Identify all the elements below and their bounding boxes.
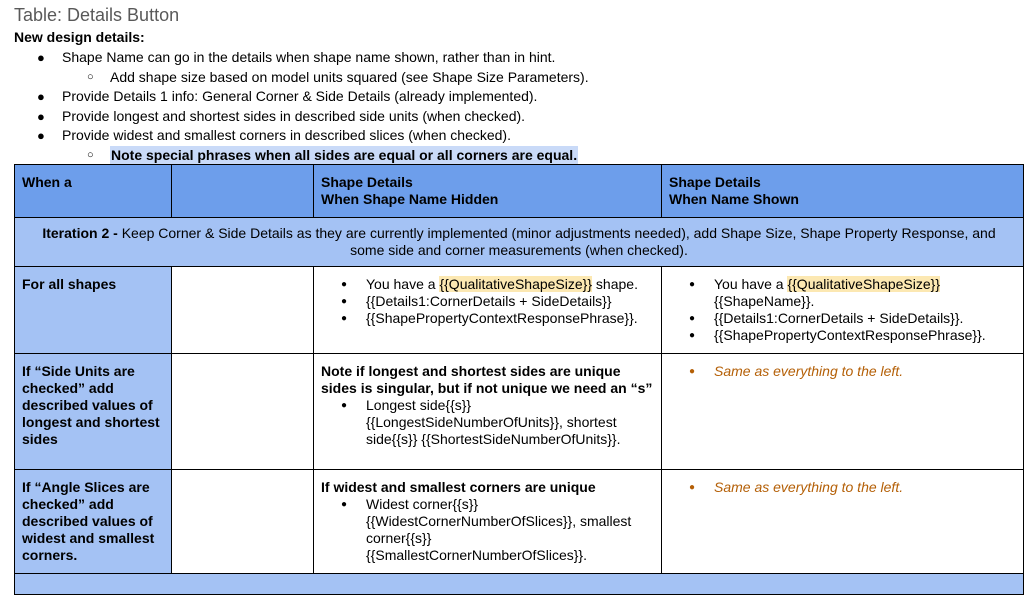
list-item: ● {{ShapePropertyContextResponsePhrase}}. bbox=[669, 327, 1016, 344]
bullet-icon: ● bbox=[37, 128, 45, 143]
empty-cell bbox=[172, 470, 314, 574]
row-label: If “Angle Slices are checked” add described values of widest and smallest corners. bbox=[15, 470, 172, 574]
note-text: Provide widest and smallest corners in described slices (when checked). bbox=[62, 127, 511, 143]
partial-cell bbox=[15, 574, 1024, 595]
hollow-bullet-icon: ○ bbox=[87, 70, 94, 83]
list-item bbox=[0, 87, 1029, 107]
placeholder-highlight: {{QualitativeShapeSize}} bbox=[439, 276, 593, 292]
text: You have a bbox=[366, 276, 440, 292]
shown-details-cell bbox=[662, 267, 1024, 354]
list-item: ● {{Details1:CornerDetails + SideDetails}}. bbox=[669, 310, 1016, 327]
design-notes-list bbox=[0, 48, 1029, 165]
list-item: ● {{ShapePropertyContextResponsePhrase}}. bbox=[321, 310, 654, 327]
header-cell bbox=[314, 165, 662, 218]
iteration-text: Keep Corner & Side Details as they are currently implemented (minor adjustments needed), add Shape Size, Shape Property Response, and some side and corner measurements (when checked). bbox=[121, 225, 996, 258]
section-heading: New design details: bbox=[14, 29, 145, 45]
table-row bbox=[15, 267, 1024, 354]
table-row bbox=[15, 470, 1024, 574]
note-text: Provide Details 1 info: General Corner & Side Details (already implemented). bbox=[62, 88, 538, 104]
header-cell bbox=[662, 165, 1024, 218]
header-line: Shape Details bbox=[321, 174, 413, 190]
list-item: ● Same as everything to the left. bbox=[669, 479, 1016, 496]
iteration-label: Iteration 2 - bbox=[42, 225, 122, 241]
header-line: When Shape Name Hidden bbox=[321, 191, 499, 207]
note-text: Provide longest and shortest sides in described side units (when checked). bbox=[62, 107, 526, 124]
list-item bbox=[0, 107, 1029, 127]
bullet-icon: ● bbox=[37, 50, 45, 65]
list-item: ● Longest side{{s}} {{LongestSideNumberOfUnits}}, shortest side{{s}} {{ShortestSideNumberOfUnits}}. bbox=[321, 397, 654, 448]
note-text: Add shape size based on model units squared (see Shape Size Parameters). bbox=[110, 68, 589, 85]
row-label: If “Side Units are checked” add described values of longest and shortest sides bbox=[15, 354, 172, 470]
table-header-row bbox=[15, 165, 1024, 218]
placeholder-highlight: {{QualitativeShapeSize}} bbox=[787, 276, 941, 292]
list-item bbox=[0, 68, 1029, 88]
list-item: ● Same as everything to the left. bbox=[669, 363, 1016, 380]
hidden-details-cell bbox=[314, 354, 662, 470]
hidden-details-cell bbox=[314, 470, 662, 574]
iteration-row bbox=[15, 218, 1024, 267]
list-item bbox=[0, 126, 1029, 146]
text: {{ShapeName}}. bbox=[714, 293, 815, 309]
header-line: Shape Details bbox=[669, 174, 761, 190]
hollow-bullet-icon: ○ bbox=[87, 148, 94, 161]
header-line: When Name Shown bbox=[669, 191, 799, 207]
details-button-table bbox=[14, 164, 1024, 595]
shown-details-cell bbox=[662, 354, 1024, 470]
cell-note: If widest and smallest corners are unique bbox=[321, 479, 596, 495]
list-item bbox=[321, 276, 654, 293]
header-cell bbox=[172, 165, 314, 218]
page-title: Table: Details Button bbox=[14, 5, 180, 25]
iteration-cell bbox=[15, 218, 1024, 267]
table-row-partial bbox=[15, 574, 1024, 595]
hidden-details-cell bbox=[314, 267, 662, 354]
list-item bbox=[0, 146, 1029, 166]
cell-note: Note if longest and shortest sides are unique sides is singular, but if not unique we need an “s” bbox=[321, 363, 653, 396]
bullet-icon: ● bbox=[37, 89, 45, 104]
list-item: ● {{Details1:CornerDetails + SideDetails}} bbox=[321, 293, 654, 310]
empty-cell bbox=[172, 354, 314, 470]
header-cell: When a bbox=[15, 165, 172, 218]
note-text: Shape Name can go in the details when shape name shown, rather than in hint. bbox=[62, 49, 556, 65]
table-row bbox=[15, 354, 1024, 470]
text: shape. bbox=[592, 276, 638, 292]
highlighted-note-text: Note special phrases when all sides are equal or all corners are equal. bbox=[110, 146, 578, 166]
list-item bbox=[669, 276, 1016, 310]
empty-cell bbox=[172, 267, 314, 354]
text: You have a bbox=[714, 276, 788, 292]
bullet-icon: ● bbox=[37, 108, 45, 124]
shown-details-cell bbox=[662, 470, 1024, 574]
list-item bbox=[0, 48, 1029, 68]
list-item: ● Widest corner{{s}} {{WidestCornerNumberOfSlices}}, smallest corner{{s}} {{SmallestCornerNumberOfSlices}}. bbox=[321, 496, 654, 564]
row-label: For all shapes bbox=[15, 267, 172, 354]
